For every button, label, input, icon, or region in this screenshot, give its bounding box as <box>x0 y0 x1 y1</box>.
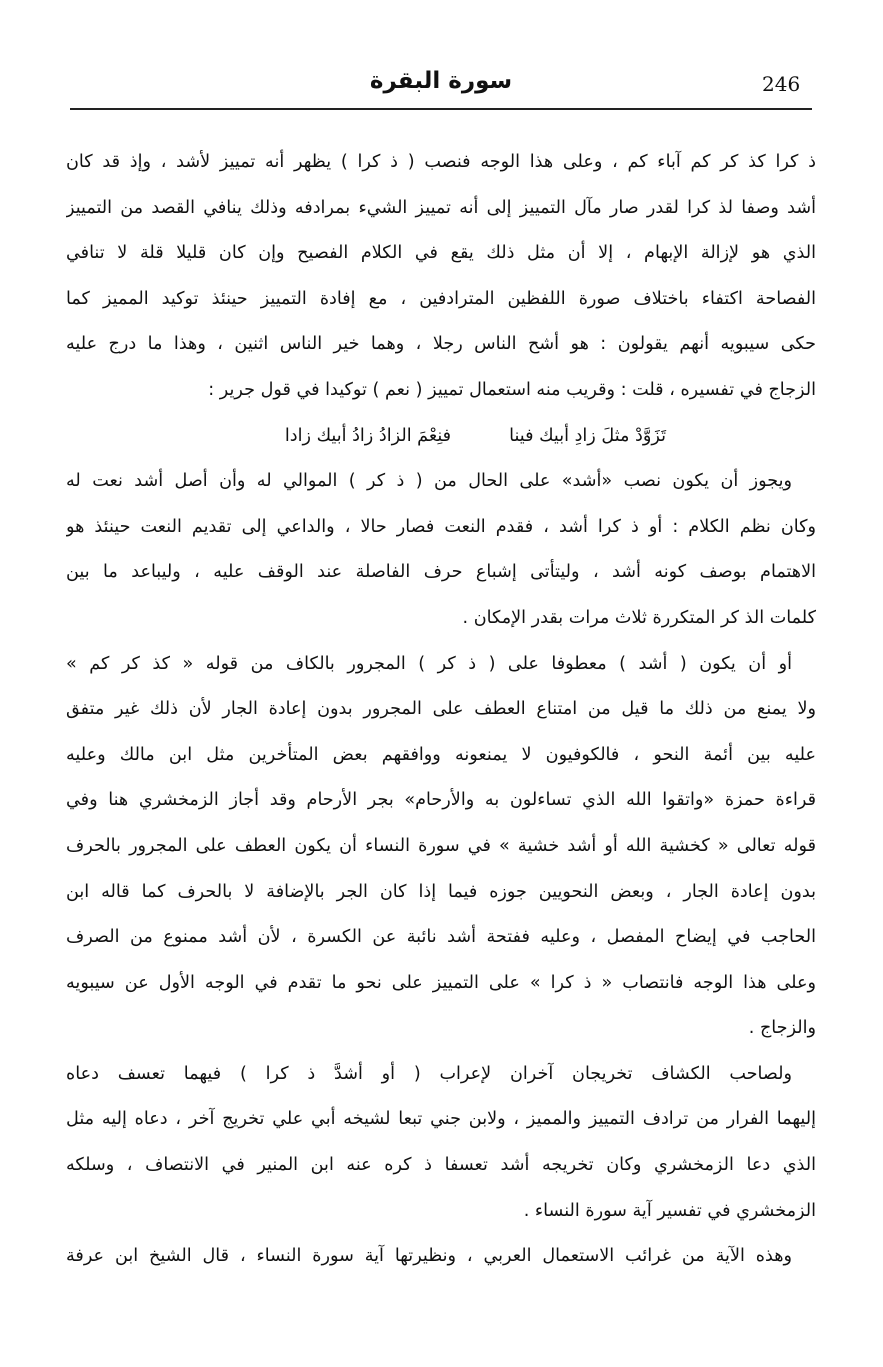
text-line: كلمات الذ كر المتكررة ثلاث مرات بقدر الإمكان . <box>462 607 816 628</box>
text-line: الذي هو لإزالة الإبهام ، إلا أن مثل ذلك يقع في الكلام الفصيح وإن كان قليلا قلة لا تنافي <box>66 243 816 264</box>
text-line: وكان نظم الكلام : أو ذ كرا أشد ، فقدم النعت فصار حالا ، والداعي إلى تقديم النعت حينئذ هو <box>66 516 816 537</box>
text-line: الفصاحة اكتفاء باختلاف صورة اللفظين المترادفين ، مع إفادة التمييز حينئذ توكيد المميز كما <box>66 288 816 309</box>
text-line: والزجاج . <box>748 1018 816 1039</box>
text-line: عليه بين أئمة النحو ، فالكوفيون لا يمنعونه ووافقهم بعض المتأخرين مثل ابن مالك وعليه <box>66 744 816 765</box>
text-line: ذ كرا كذ كر كم آباء كم ، وعلى هذا الوجه فنصب ( ذ كرا ) يظهر أنه تمييز لأشد ، وإذ قد كان <box>66 152 816 172</box>
text-line: وعلى هذا الوجه فانتصاب « ذ كرا » على التمييز على نحو ما تقدم في الوجه الأول عن سيبويه <box>66 972 816 993</box>
verse-first-hemistich: تَزَوَّدْ مثلَ زادِ أبيك فينا <box>509 425 666 446</box>
text-line: أو أن يكون ( أشد ) معطوفا على ( ذ كر ) المجرور بالكاف من قوله « كذ كر كم » <box>66 653 792 674</box>
text-line: الذي دعا الزمخشري وكان تخريجه أشد تعسفا ذ كره عنه ابن المنير في الانتصاف ، وسلكه <box>66 1155 816 1176</box>
text-line: بدون إعادة الجار ، وبعض النحويين جوزه فيما إذا كان الجر بالإضافة لا بالحرف كما قاله ابن <box>66 881 816 902</box>
text-line: قراءة حمزة «واتقوا الله الذي تساءلون به والأرحام» بجر الأرحام وقد أجاز الزمخشري هنا وفي <box>66 790 816 811</box>
page-header <box>70 64 812 110</box>
text-line: إليهما الفرار من ترادف التمييز والمميز ، ولابن جني تبعا لشيخه أبي علي تخريج آخر ، دعاه إليه مثل <box>66 1109 816 1130</box>
text-line: ولا يمنع من ذلك ما قيل من امتناع العطف على المجرور بدون إعادة الجار لأن ذلك غير متفق <box>66 699 816 720</box>
text-line: ولصاحب الكشاف تخريجان آخران لإعراب ( أو أشدَّ ذ كرا ) فيهما تعسف دعاه <box>66 1063 792 1084</box>
verse-second-hemistich: فنِعْمَ الزادُ زادُ أبيك زادا <box>284 425 452 446</box>
text-line: قوله تعالى « كخشية الله أو أشد خشية » في سورة النساء أن يكون العطف على المجرور بالحرف <box>66 835 816 856</box>
text-line: ويجوز أن يكون نصب «أشد» على الحال من ( ذ كر ) الموالي له وأن أصل أشد نعت له <box>66 471 792 492</box>
text-line: الزمخشري في تفسير آية سورة النساء . <box>523 1200 816 1221</box>
surah-title: سورة البقرة <box>369 68 513 94</box>
text-line: الحاجب في إيضاح المفصل ، وعليه ففتحة أشد نائبة عن الكسرة ، لأن أشد ممنوع من الصرف <box>66 927 816 948</box>
page-number: 246 <box>762 72 801 96</box>
text-line: الاهتمام بوصف كونه أشد ، وليتأتى إشباع حرف الفاصلة عند الوقف عليه ، وليباعد ما بين <box>66 562 816 583</box>
page-body <box>66 140 816 1280</box>
text-line: الزجاج في تفسيره ، قلت : وقريب منه استعمال تمييز ( نعم ) توكيدا في قول جرير : <box>208 379 816 400</box>
text-line: أشد وصفا لذ كرا لقدر صار مآل التمييز إلى أنه تمييز الشيء بمرادفه وذلك ينافي القصد من التمييز <box>66 197 816 218</box>
text-line: وهذه الآية من غرائب الاستعمال العربي ، ونظيرتها آية سورة النساء ، قال الشيخ ابن عرفة <box>66 1246 792 1267</box>
poetry-verse <box>66 414 816 460</box>
text-line: حكى سيبويه أنهم يقولون : هو أشح الناس رجلا ، وهما خير الناس اثنين ، وهذا ما درج عليه <box>66 334 816 355</box>
